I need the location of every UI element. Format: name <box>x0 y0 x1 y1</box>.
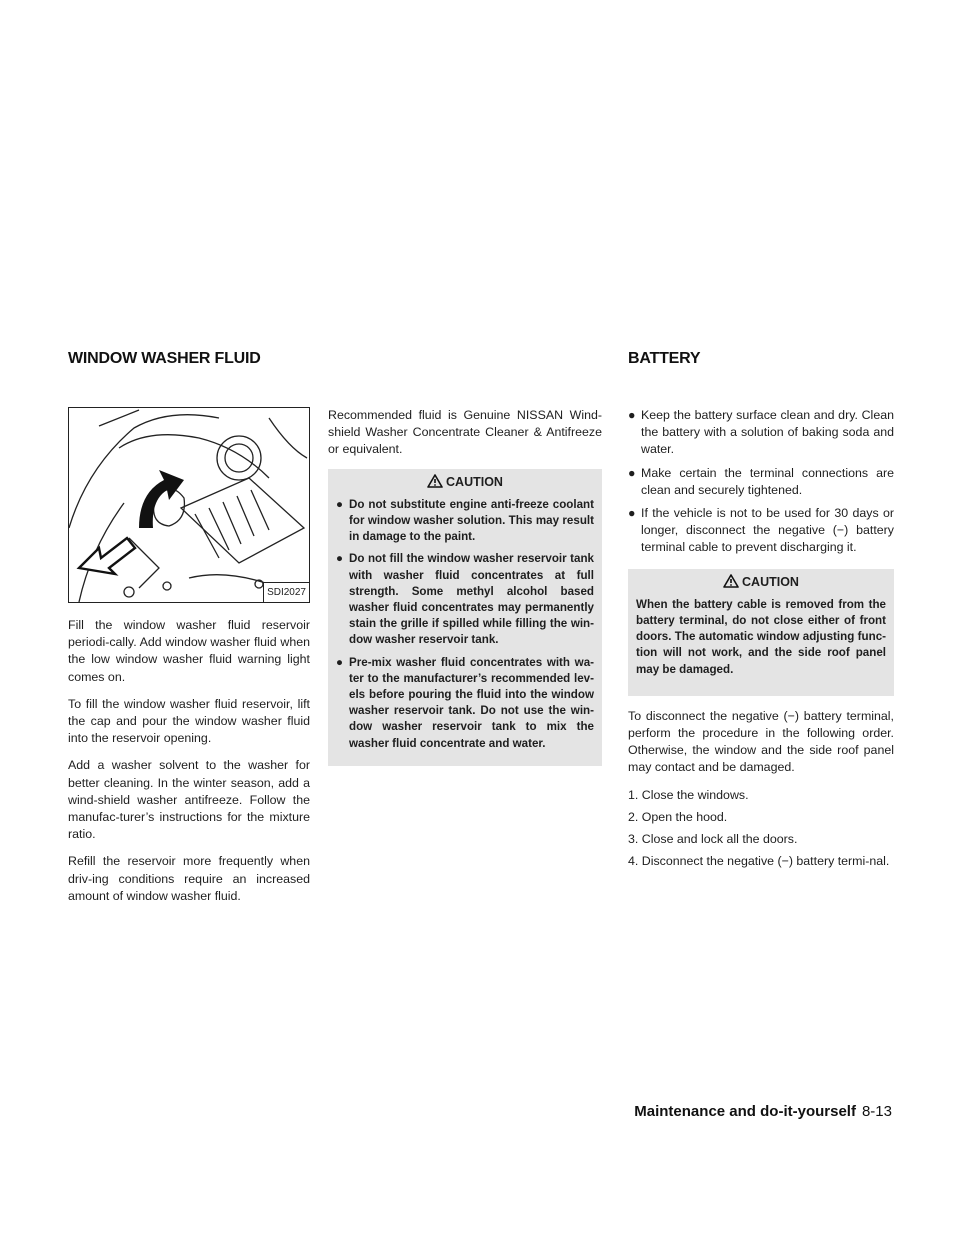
list-item: 3. Close and lock all the doors. <box>628 832 798 847</box>
warning-triangle-icon <box>723 574 739 588</box>
warning-triangle-icon <box>427 474 443 488</box>
caution-item: ● Do not fill the window washer reservoir tank with washer fluid concentrates at full strength. Some methyl alcohol based washer fluid concentrates may permanently stain the grille if spilled while filling the win-dow washer reservoir tank. <box>336 552 594 647</box>
paragraph: Add a washer solvent to the washer for better cleaning. In the winter season, add a wind-shield washer antifreeze. Follow the manufac-turer’s instructions for the mixture ratio. <box>68 758 310 842</box>
list-item: ● If the vehicle is not to be used for 30 days or longer, disconnect the negative (−) battery terminal cable to prevent discharging it. <box>628 506 894 555</box>
caution-header: CAUTION <box>336 471 594 497</box>
battery-tips <box>628 407 894 557</box>
figure-label: SDI2027 <box>263 582 309 602</box>
section-title-battery: BATTERY <box>628 350 701 367</box>
list-item: 1. Close the windows. <box>628 787 749 802</box>
section-title-window-washer: WINDOW WASHER FLUID <box>68 350 261 367</box>
caution-box <box>328 469 602 766</box>
engine-bay-figure <box>68 407 310 603</box>
disconnect-intro: To disconnect the negative (−) battery terminal, perform the procedure in the following order. Otherwise, the window and the side roof panel may contact and be damaged. <box>628 708 894 775</box>
column-3 <box>628 407 894 875</box>
list-item: ● Keep the battery surface clean and dry. Clean the battery with a solution of baking soda and water. <box>628 408 894 457</box>
caution-box <box>628 569 894 696</box>
paragraph: To fill the window washer fluid reservoir, lift the cap and pour the window washer fluid into the reservoir opening. <box>68 696 310 746</box>
footer-section: Maintenance and do-it-yourself <box>634 1103 856 1120</box>
washer-reservoir-illustration <box>69 408 309 602</box>
paragraph: Refill the reservoir more frequently when driv-ing conditions require an increased amount of window washer fluid. <box>68 854 310 903</box>
column-2 <box>328 407 602 778</box>
list-item: 2. Open the hood. <box>628 809 728 824</box>
paragraph: Fill the window washer fluid reservoir periodi-cally. Add window washer fluid when the low window washer fluid warning light comes on. <box>68 618 310 684</box>
list-item: 4. Disconnect the negative (−) battery termi-nal. <box>628 854 890 869</box>
procedure-steps <box>628 787 894 871</box>
list-item: ● Make certain the terminal connections are clean and securely tightened. <box>628 465 894 497</box>
recommended-fluid-text: Recommended fluid is Genuine NISSAN Wind-shield Washer Concentrate Cleaner & Antifreeze or equivalent. <box>328 408 602 457</box>
page-number: 8-13 <box>861 1103 892 1120</box>
column-1 <box>68 407 310 915</box>
page-footer <box>634 1103 892 1120</box>
caution-text: When the battery cable is removed from the battery terminal, do not close either of front doors. The automatic window adjusting func-tion will not work, and the side roof panel may be damaged. <box>636 597 886 676</box>
caution-item: ● Pre-mix washer fluid concentrates with wa-ter to the manufacturer’s recommended lev-els before pouring the fluid into the window washer reservoir tank. Do not use the win-dow washer reservoir tank to mix the washer fluid concentrate and water. <box>336 655 594 750</box>
caution-item: ● Do not substitute engine anti-freeze coolant for window washer solution. This may result in damage to the paint. <box>336 497 594 544</box>
caution-header: CAUTION <box>636 571 886 597</box>
